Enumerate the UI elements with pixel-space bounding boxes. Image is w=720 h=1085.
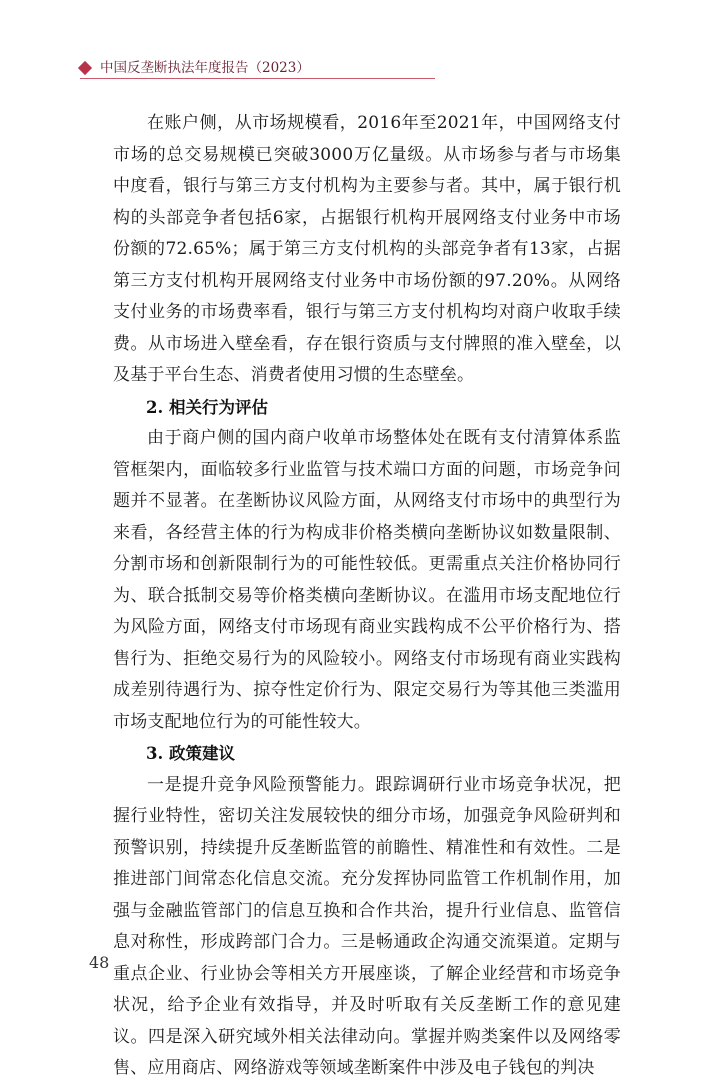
running-header-title: 中国反垄断执法年度报告（2023）	[100, 60, 310, 76]
paragraph-account-side: 在账户侧，从市场规模看，2016年至2021年，中国网络支付市场的总交易规模已突破3000万亿量级。从市场参与者与市场集中度看，银行与第三方支付机构为主要参与者。其中，属于银行机构的头部竞争者包括6家，占据银行机构开展网络支付业务中市场份额的72.65%；属于第三方支付机构的头部竞争者有13家，占据第三方支付机构开展网络支付业务中市场份额的97.20%。从网络支付业务的市场费率看，银行与第三方支付机构均对商户收取手续费。从市场进入壁垒看，存在银行资质与支付牌照的准入壁垒，以及基于平台生态、消费者使用习惯的生态壁垒。	[113, 113, 621, 385]
paragraph-behavior-assessment: 由于商户侧的国内商户收单市场整体处在既有支付清算体系监管框架内，面临较多行业监管与技术端口方面的问题，市场竞争问题并不显著。在垄断协议风险方面，从网络支付市场中的典型行为来看，各经营主体的行为构成非价格类横向垄断协议如数量限制、分割市场和创新限制行为的可能性较低。更需重点关注价格协同行为、联合抵制交易等价格类横向垄断协议。在滥用市场支配地位行为风险方面，网络支付市场现有商业实践构成不公平价格行为、搭售行为、拒绝交易行为的风险较小。网络支付市场现有商业实践构成差别待遇行为、掠夺性定价行为、限定交易行为等其他三类滥用市场支配地位行为的可能性较大。	[113, 428, 621, 732]
section-heading-behavior-assessment: 2. 相关行为评估	[146, 397, 268, 417]
page-number: 48	[89, 953, 110, 972]
paragraph-policy-recommendations: 一是提升竞争风险预警能力。跟踪调研行业市场竞争状况，把握行业特性，密切关注发展较快的细分市场，加强竞争风险研判和预警识别，持续提升反垄断监管的前瞻性、精准性和有效性。二是推进部门间常态化信息交流。充分发挥协同监管工作机制作用，加强与金融监管部门的信息互换和合作共治，提升行业信息、监管信息对称性，形成跨部门合力。三是畅通政企沟通交流渠道。定期与重点企业、行业协会等相关方开展座谈，了解企业经营和市场竞争状况，给予企业有效指导，并及时听取有关反垄断工作的意见建议。四是深入研究域外相关法律动向。掌握并购类案件以及网络零售、应用商店、网络游戏等领域垄断案件中涉及电子钱包的判决	[113, 774, 621, 1078]
body-text	[113, 108, 621, 1085]
header-divider	[80, 78, 435, 79]
diamond-marker-icon	[78, 61, 92, 75]
running-header	[80, 59, 435, 81]
section-heading-policy-recommendations: 3. 政策建议	[146, 744, 235, 763]
